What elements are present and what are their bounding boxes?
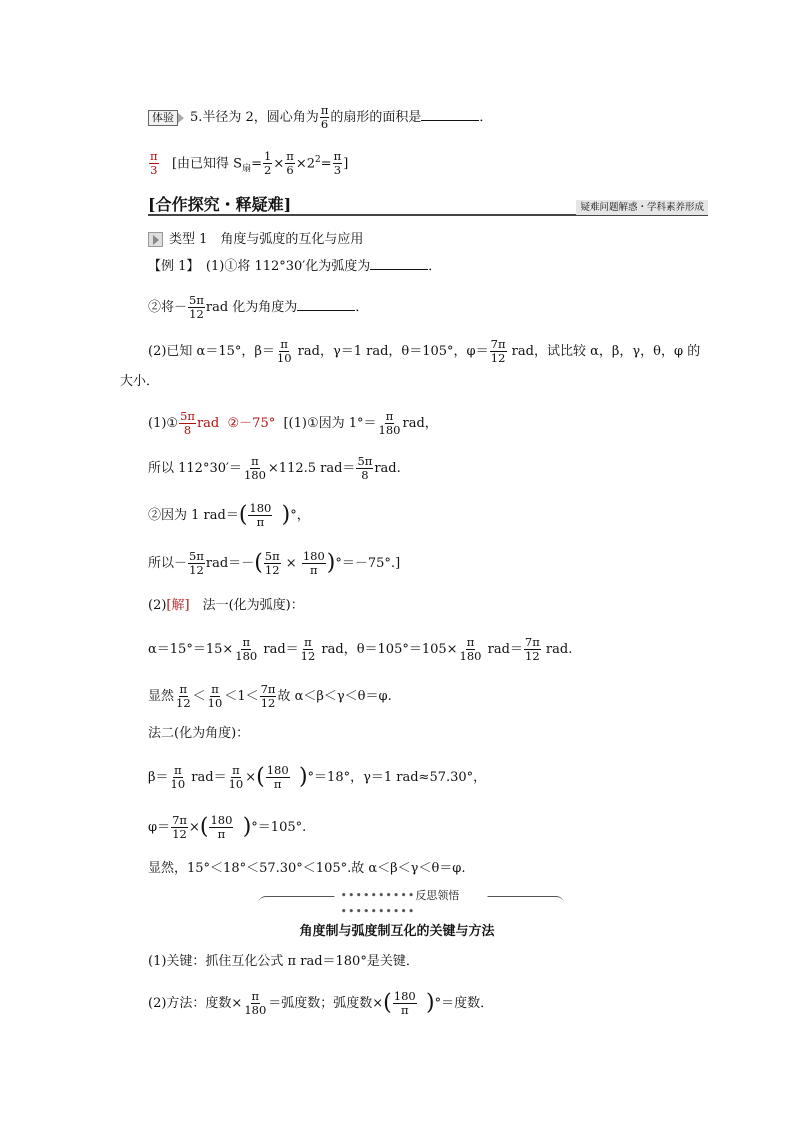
exp-question: 体验 5.半径为 2，圆心角为 $\frac{\pi}{6}$ 的扇形的面积是 ．	[148, 104, 492, 131]
exp-tag: 体验	[148, 110, 178, 126]
section-tag: 疑难问题解惑・学科素养形成	[576, 200, 708, 215]
solution-line-4: 所以－ $\frac{5\pi}{12}$ rad＝－( $\frac{5\pi}{12}$ × $\frac{180}{\pi}$ )°＝－75°.]	[148, 549, 401, 577]
solution-line-8: 法二(化为角度)：	[148, 726, 250, 741]
type-heading: 类型 1 角度与弧度的互化与应用	[148, 230, 363, 250]
example-line-1: 【例 1】 (1)①将 112°30′化为弧度为 ．	[148, 259, 442, 274]
reflection-title: 角度制与弧度制互化的关键与方法	[299, 924, 495, 939]
solution-line-10: φ＝ $\frac{7\pi}{12}$ ×( $\frac{180}{\pi}$ )°＝105°.	[148, 813, 307, 841]
solution-line-3: ②因为 1 rad＝( $\frac{180}{\pi}$ )°，	[148, 501, 310, 529]
corner-triangle-icon	[178, 113, 184, 123]
solution-line-5: (2)[解] 法一(化为弧度)：	[148, 598, 304, 613]
reflection-banner: ••••••••••反思领悟••••••••••	[258, 896, 564, 911]
example-line-2: ②将－ $\frac{5\pi}{12}$ rad 化为角度为 ．	[148, 293, 369, 321]
solution-line-6: α＝15°＝15× $\frac{\pi}{180}$ rad＝ $\frac{\pi}{12}$ rad，θ＝105°＝105× $\frac{\pi}{180}$ rad＝ $\frac{7\pi}{12}$ rad.	[148, 635, 573, 663]
example-line-3: (2)已知 α＝15°，β＝ $\frac{\pi}{10}$ rad，γ＝1 rad，θ＝105°，φ＝ $\frac{7\pi}{12}$ rad，试比较 α，β，γ，θ，φ 的	[148, 337, 701, 365]
reflection-method: (2)方法：度数× $\frac{\pi}{180}$ ＝弧度数；弧度数×( $\frac{180}{\pi}$ )°＝度数．	[148, 989, 494, 1017]
fraction: $\frac{\pi}{6}$	[320, 103, 329, 131]
play-triangle-icon	[148, 232, 163, 247]
solution-line-2: 所以 112°30′＝ $\frac{\pi}{180}$ ×112.5 rad＝ $\frac{5\pi}{8}$ rad.	[148, 454, 401, 482]
reflection-key: (1)关键：抓住互化公式 π rad＝180°是关键．	[148, 954, 419, 969]
section-title: [合作探究・释疑难]	[148, 195, 292, 214]
answer-blank	[421, 108, 479, 121]
solution-line-1: (1)① $\frac{5\pi}{8}$ rad ②－75° [(1)①因为 1°＝ $\frac{\pi}{180}$ rad，	[148, 409, 438, 437]
reflection-label: 反思领悟	[415, 889, 460, 902]
exp-answer: $\frac{\pi}{3}$ [由已知得 $S_扇=$ $\frac{1}{2}$ × $\frac{\pi}{6}$ $\times 2^2=$ $\frac{\pi}{3}$ ]	[150, 149, 349, 178]
section-header	[148, 192, 708, 216]
answer-value: $\frac{\pi}{3}$	[150, 149, 158, 178]
solution-line-7: 显然 $\frac{\pi}{12}$ ＜ $\frac{\pi}{10}$ ＜1＜ $\frac{7\pi}{12}$ 故 α＜β＜γ＜θ＝φ.	[148, 682, 392, 710]
example-line-4: 大小．	[120, 374, 160, 389]
solution-line-9: β＝ $\frac{\pi}{10}$ rad＝ $\frac{\pi}{10}$ ×( $\frac{180}{\pi}$ )°＝18°，γ＝1 rad≈57.30°，	[148, 763, 487, 791]
solution-line-11: 显然，15°＜18°＜57.30°＜105°.故 α＜β＜γ＜θ＝φ.	[148, 861, 466, 876]
